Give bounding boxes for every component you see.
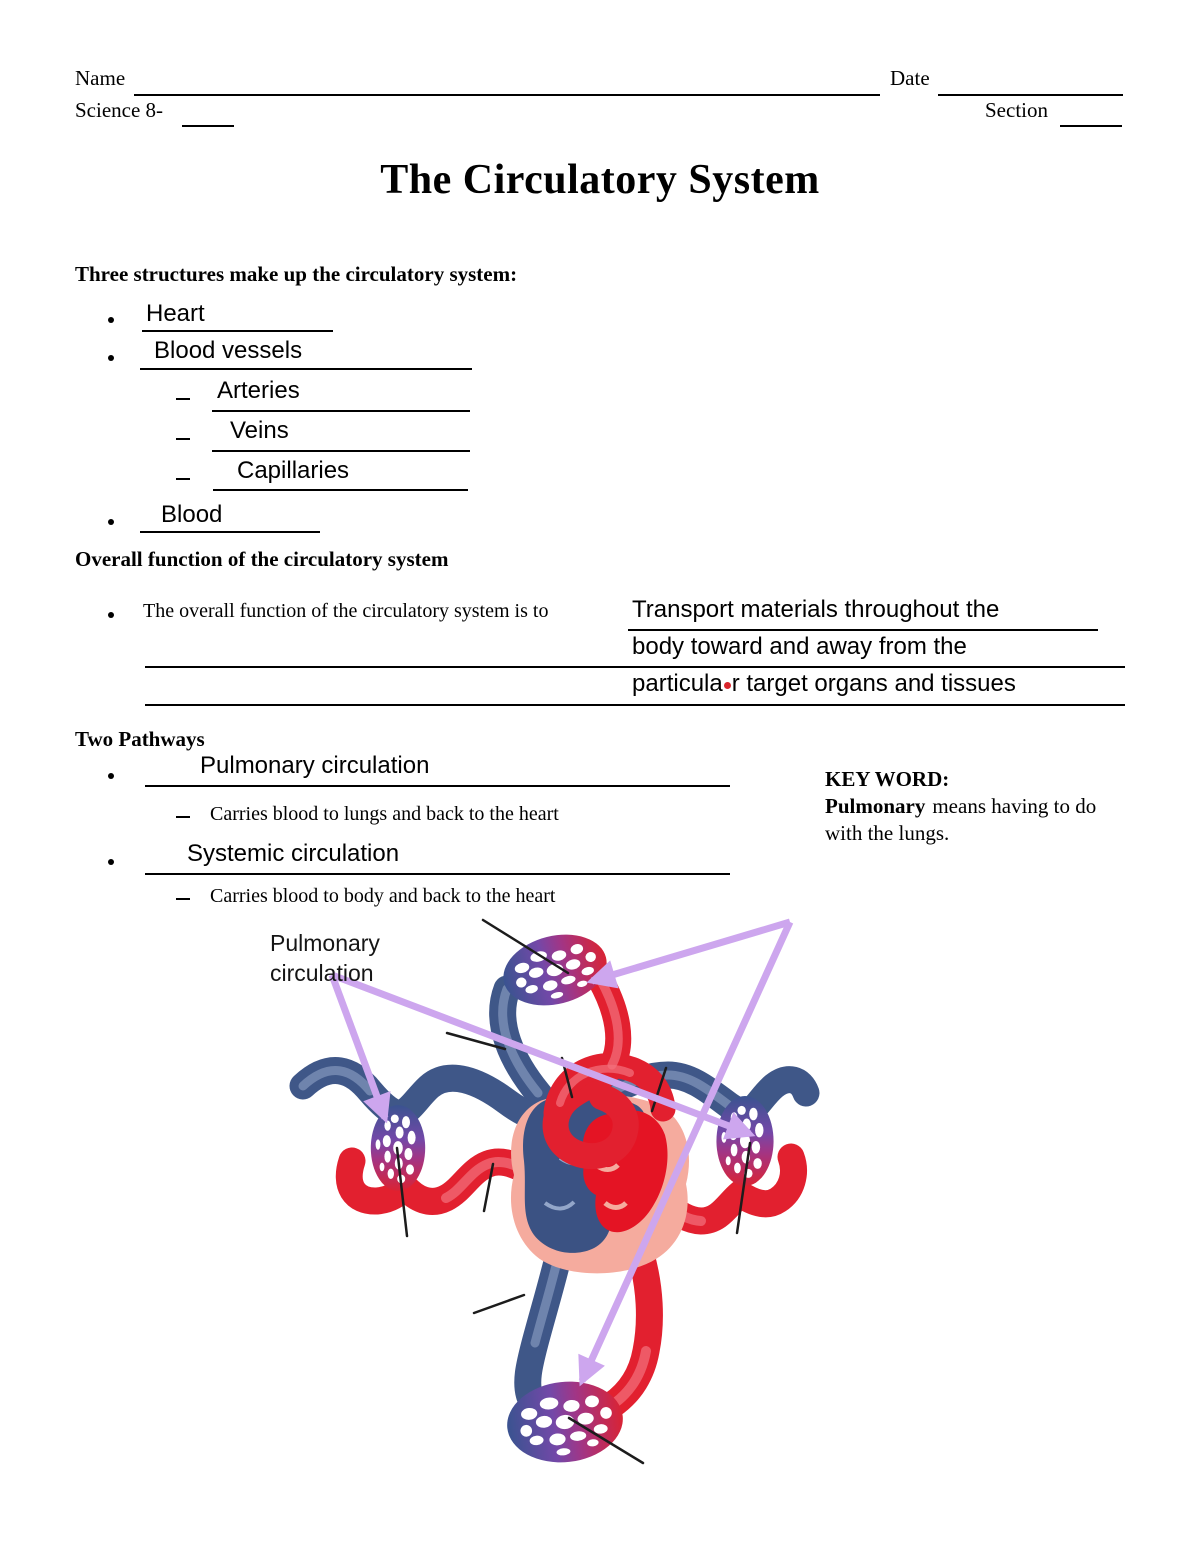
red-dot-mark — [724, 682, 731, 689]
answer-heart — [142, 300, 333, 332]
answer-word-part: r target organs and tissues — [731, 670, 1016, 697]
course-blank-line — [182, 95, 234, 127]
bullet-dot — [108, 355, 114, 361]
diagram-label-line1: Pulmonary — [270, 930, 380, 956]
diagram-label-line2: circulation — [270, 960, 374, 986]
section-label: Section — [985, 98, 1048, 122]
overall-function-prompt: The overall function of the circulatory system is to — [143, 600, 549, 622]
overall-answer-line1 — [628, 596, 1098, 631]
answer-capillaries — [213, 457, 468, 491]
bullet-dot — [108, 317, 114, 323]
answer-arteries-text: Arteries — [217, 377, 300, 404]
sub-dash — [176, 438, 190, 440]
answer-heart-text: Heart — [146, 300, 205, 327]
structures-heading: Three structures make up the circulatory system: — [75, 262, 518, 286]
sub-dash — [176, 398, 190, 400]
bullet-dot — [108, 773, 114, 779]
date-label: Date — [890, 66, 930, 90]
keyword-note — [825, 766, 1115, 847]
answer-veins-text: Veins — [230, 417, 289, 444]
answer-blood-vessels — [140, 337, 472, 370]
sub-dash — [176, 478, 190, 480]
page-title: The Circulatory System — [380, 157, 820, 203]
overall-answer-line2 — [145, 631, 1125, 668]
name-label: Name — [75, 66, 126, 90]
answer-pulmonary-text: Pulmonary circulation — [200, 752, 430, 779]
answer-capillaries-text: Capillaries — [237, 457, 350, 484]
answer-pulmonary-circulation — [145, 752, 730, 787]
name-blank-line — [134, 64, 880, 96]
sub-dash — [176, 898, 190, 900]
answer-arteries — [212, 377, 470, 412]
date-blank-line — [938, 64, 1123, 96]
bullet-dot — [108, 519, 114, 525]
answer-blood-text: Blood — [161, 501, 223, 528]
keyword-definition: means having to do with the lungs. — [825, 794, 1097, 845]
pulmonary-detail: Carries blood to lungs and back to the heart — [210, 803, 559, 825]
leader-line — [474, 1295, 524, 1313]
keyword-term: KEY WORD: Pulmonary — [825, 767, 950, 818]
overall-answer-line1-text: Transport materials throughout the — [632, 596, 1000, 623]
circulatory-diagram — [0, 903, 1200, 1553]
answer-word-part: particula — [632, 670, 723, 697]
bullet-dot — [108, 859, 114, 865]
overall-answer-line3 — [145, 667, 1125, 706]
answer-blood-vessels-text: Blood vessels — [154, 337, 303, 364]
pathways-heading: Two Pathways — [75, 727, 205, 751]
course-label: Science 8- — [75, 98, 164, 122]
answer-systemic-text: Systemic circulation — [187, 840, 400, 867]
section-blank-line — [1060, 95, 1122, 127]
sub-dash — [176, 816, 190, 818]
overall-answer-line3-text — [632, 670, 1016, 698]
overall-function-heading: Overall function of the circulatory system — [75, 547, 449, 571]
answer-systemic-circulation — [145, 840, 730, 875]
bullet-dot — [108, 612, 114, 618]
answer-blood — [140, 501, 320, 533]
overall-answer-line2-text: body toward and away from the — [632, 633, 967, 660]
answer-veins — [212, 417, 470, 452]
systemic-detail: Carries blood to body and back to the heart — [210, 885, 556, 907]
arrow-to-top-capillary — [592, 922, 790, 981]
